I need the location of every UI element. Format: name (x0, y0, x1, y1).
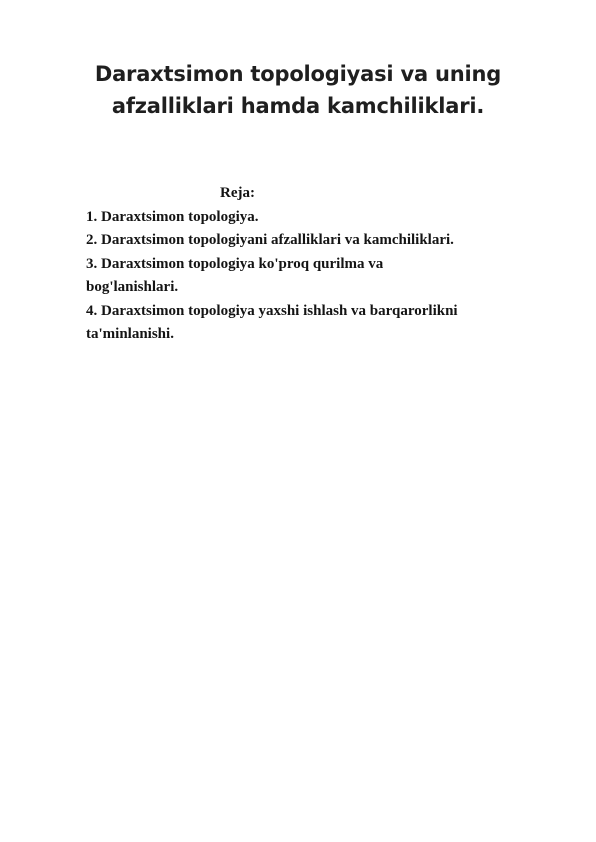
plan-item-4-line-2: ta'minlanishi. (86, 326, 174, 342)
plan-heading: Reja: (220, 185, 255, 201)
plan-item-4-line-1: 4. Daraxtsimon topologiya yaxshi ishlash va barqarorlikni (86, 302, 458, 319)
plan-item-3-line-2: bog'lanishlari. (86, 279, 179, 295)
plan-item-4 (86, 300, 556, 347)
plan-section (86, 182, 556, 347)
title-line-2: afzalliklari hamda kamchiliklari. (111, 94, 485, 118)
plan-item-3 (86, 253, 556, 300)
plan-list (86, 206, 556, 347)
plan-item-1-line-1: 1. Daraxtsimon topologiya. (86, 208, 259, 225)
plan-item-2-line-1: 2. Daraxtsimon topologiyani afzalliklari va kamchiliklari. (86, 232, 454, 248)
plan-item-3-line-1: 3. Daraxtsimon topologiya ko'proq qurilma va (86, 255, 384, 272)
plan-item-1 (86, 206, 556, 230)
plan-item-2 (86, 229, 556, 253)
document-title (40, 58, 556, 122)
title-line-1: Daraxtsimon topologiyasi va uning (94, 62, 502, 86)
